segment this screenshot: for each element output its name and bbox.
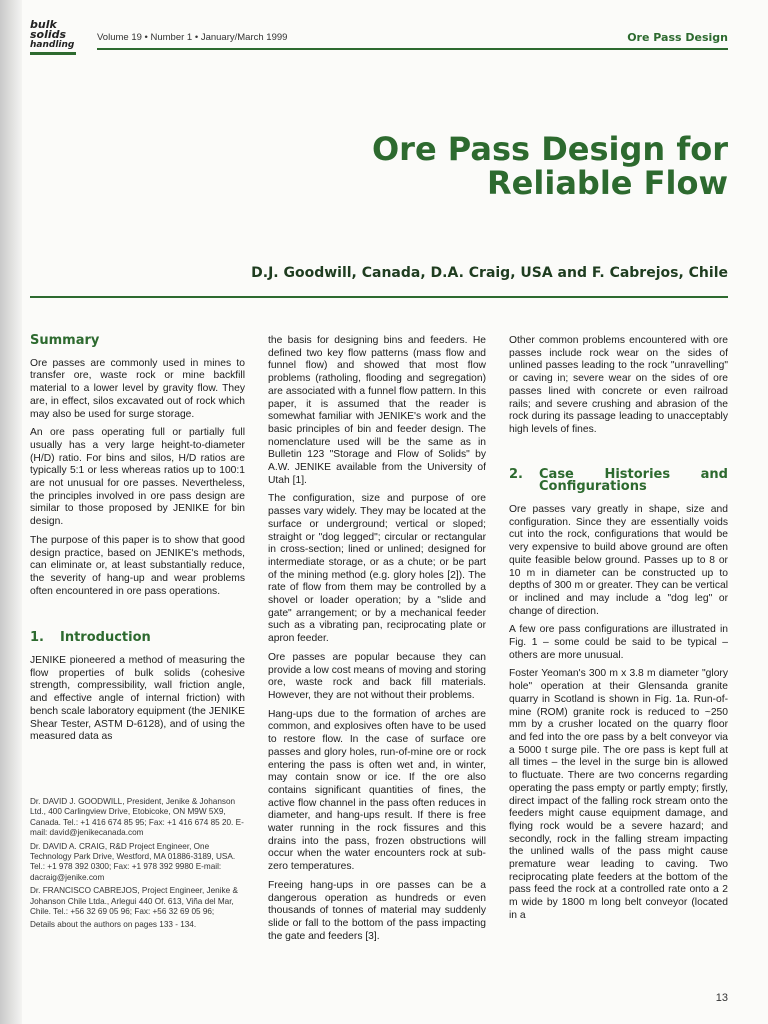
body-paragraph: The configuration, size and purpose of ore passes vary widely. They may be located at the surface or underground; vertical or sloped; straight or "dog legged"; circular or rectangular in cross-section; lined or unlined; designed for intermediate storage, or as a chute; or be part of the mining method (e.g. glory holes [2]). The rate of flow from them may be controlled by a shovel or loader operation; by a "slide and gate" arrangement; or by a mechanical feeder such as a vibrating pan, reciprocating plate or apron feeder. [268, 493, 486, 645]
column-3 [509, 335, 728, 929]
logo-line-bulk: bulk [30, 18, 57, 31]
column-1 [30, 335, 245, 750]
author-bio: Dr. DAVID J. GOODWILL, President, Jenike & Johanson Ltd., 400 Carlingview Drive, Etobicoke, ON M9W 5X9, Canada. Tel.: +1 416 674 85 95; Fax: +1 416 674 85 20. E-mail: david@jenikecanada.com [30, 797, 244, 838]
summary-paragraph: An ore pass operating full or partially full usually has a very large height-to-diameter (H/D) ratio. For bins and silos, H/D ratios are typically 5:1 or less whereas ratios up to 100:1 are not unusual for ore passes. Nevertheless, the principles involved in ore pass design are similar to those proposed by JENIKE for bin design. [30, 427, 245, 528]
section-number: 2. [509, 466, 523, 482]
article-title [372, 132, 728, 200]
body-paragraph: the basis for designing bins and feeders. He defined two key flow patterns (mass flow and funnel flow) and showed that most flow problems (ratholing, flooding and segregation) are associated with a funnel flow pattern. In this paper, it is assumed that the reader is somewhat familiar with JENIKE's work and the basic principles of bin and feeder design. The nomenclature used will be the same as in Bulletin 123 "Storage and Flow of Solids" by A.W. JENIKE available from the University of Utah [1]. [268, 335, 486, 486]
body-paragraph: Hang-ups due to the formation of arches are common, and explosives often have to be used to restore flow. In the case of surface ore passes and glory holes, run-of-mine ore or rock entering the pass is often wet and, in winter, may contain snow or ice. If the ore also contains significant quantities of fines, the active flow channel in the pass often reduces in diameter, and hang-ups result. If there is free water running in the rock fissures and this drains into the pass, frozen obstructions will occur when the water encounters rock at sub-zero temperatures. [268, 708, 486, 873]
intro-paragraph: JENIKE pioneered a method of measuring the flow properties of bulk solids (cohesive strength, compressibility, wall friction angle, and effective angle of internal friction) with bench scale laboratory equipment (the JENIKE Shear Tester, ASTM D-6128), and of using the measured data as [30, 655, 245, 743]
page-number: 13 [715, 992, 728, 1004]
author-bio-note: Details about the authors on pages 133 - 134. [30, 920, 197, 930]
body-paragraph: A few ore pass configurations are illustrated in Fig. 1 – some could be said to be typical – others are more unusual. [509, 624, 728, 661]
section-title: Introduction [60, 630, 151, 646]
author-bio: Dr. DAVID A. CRAIG, R&D Project Engineer, One Technology Park Drive, Westford, MA 01886-3189, USA. Tel.: +1 978 392 0300; Fax: +1 978 392 9980 E-mail: dacraig@jenike.com [30, 841, 236, 882]
section-number: 1. [30, 630, 44, 646]
case-histories-heading [509, 466, 728, 495]
body-paragraph: Ore passes vary greatly in shape, size and configuration. Since they are essentially voids cut into the rock, configurations that would be very expensive to build above ground are often quite feasible below ground. Passes up to 8 or 10 m in diameter can be constructed up to depths of 300 m or greater. They can be vertical or inclined and may include a "dog leg" or change of direction. [509, 504, 728, 617]
summary-heading: Summary [30, 333, 100, 348]
summary-paragraph: The purpose of this paper is to show that good design practice, based on JENIKE's methods, can eliminate or, at least substantially reduce, the severity of hang-up and wear problems often encountered in ore pass operations. [30, 534, 245, 597]
body-paragraph: Ore passes are popular because they can provide a low cost means of moving and storing ore, waste rock and back fill materials. However, they are not without their problems. [268, 651, 486, 701]
summary-paragraph: Ore passes are commonly used in mines to transfer ore, waste rock or mine backfill material to a lower level by gravity flow. They are, in effect, silos excavated out of rock which may also be used for surge storage. [30, 357, 245, 420]
section-title: Case Histories and Configurations [539, 466, 728, 495]
title-rule [30, 296, 728, 298]
body-paragraph: Other common problems encountered with ore passes include rock wear on the sides of unlined passes leading to the rock "unravelling" or caving in; severe wear on the sides of ore passes lined with concrete or even railroad rails; and severe crushing and abrasion of the rock during its passage leading to unacceptably high levels of fines. [509, 335, 728, 435]
page-gutter-shadow [0, 0, 22, 1024]
logo-bar [30, 52, 76, 55]
logo-line-solids: solids [30, 28, 67, 41]
spacer [30, 604, 245, 632]
spacer [509, 443, 728, 469]
author-bio: Dr. FRANCISCO CABREJOS, Project Engineer, Jenike & Johanson Chile Ltda., Arlegui 440 Of. 613, Viña del Mar, Chile. Tel.: +56 32 69 05 96; Fax: +56 32 69 05 96; [30, 886, 238, 917]
issue-info: Volume 19 • Number 1 • January/March 1999 [97, 32, 288, 43]
author-bios [30, 797, 245, 934]
logo-line-handling: handling [30, 40, 75, 50]
title-line-1: Ore Pass Design for [371, 130, 728, 168]
body-paragraph: Foster Yeoman's 300 m x 3.8 m diameter "glory hole" operation at their Glensanda granite quarry in Scotland is shown in Fig. 1a. Run-of-mine (ROM) granite rock is reduced to ~250 mm by a crusher located on the quarry floor and fed into the ore pass by a belt conveyor via a 5000 t surge pile. The ore pass is kept full at all times – the level in the surge bin is allowed to fluctuate. There are two concerns regarding operating the pass empty or partly empty; firstly, direct impact of the falling rock stream onto the feeders might cause equipment damage, and flying rock would be a severe hazard; and secondly, rock in the falling stream impacting the unlined walls of the pass might cause premature wear leading to caving. Two reciprocating plate feeders at the bottom of the pass feed the rock at a controlled rate onto a 2 m wide by 1800 m long belt conveyor (located in a [509, 668, 728, 921]
title-line-2: Reliable Flow [487, 164, 728, 202]
header-rule [97, 48, 728, 50]
column-2 [268, 335, 486, 949]
article-authors: D.J. Goodwill, Canada, D.A. Craig, USA and F. Cabrejos, Chile [251, 265, 728, 281]
journal-logo [30, 20, 78, 60]
section-tag: Ore Pass Design [627, 31, 728, 44]
body-paragraph: Freeing hang-ups in ore passes can be a dangerous operation as hundreds or even thousands of tonnes of material may suddenly slide or fall to the bottom of the pass impacting the gate and feeders [3]. [268, 879, 486, 942]
intro-heading [30, 632, 245, 645]
